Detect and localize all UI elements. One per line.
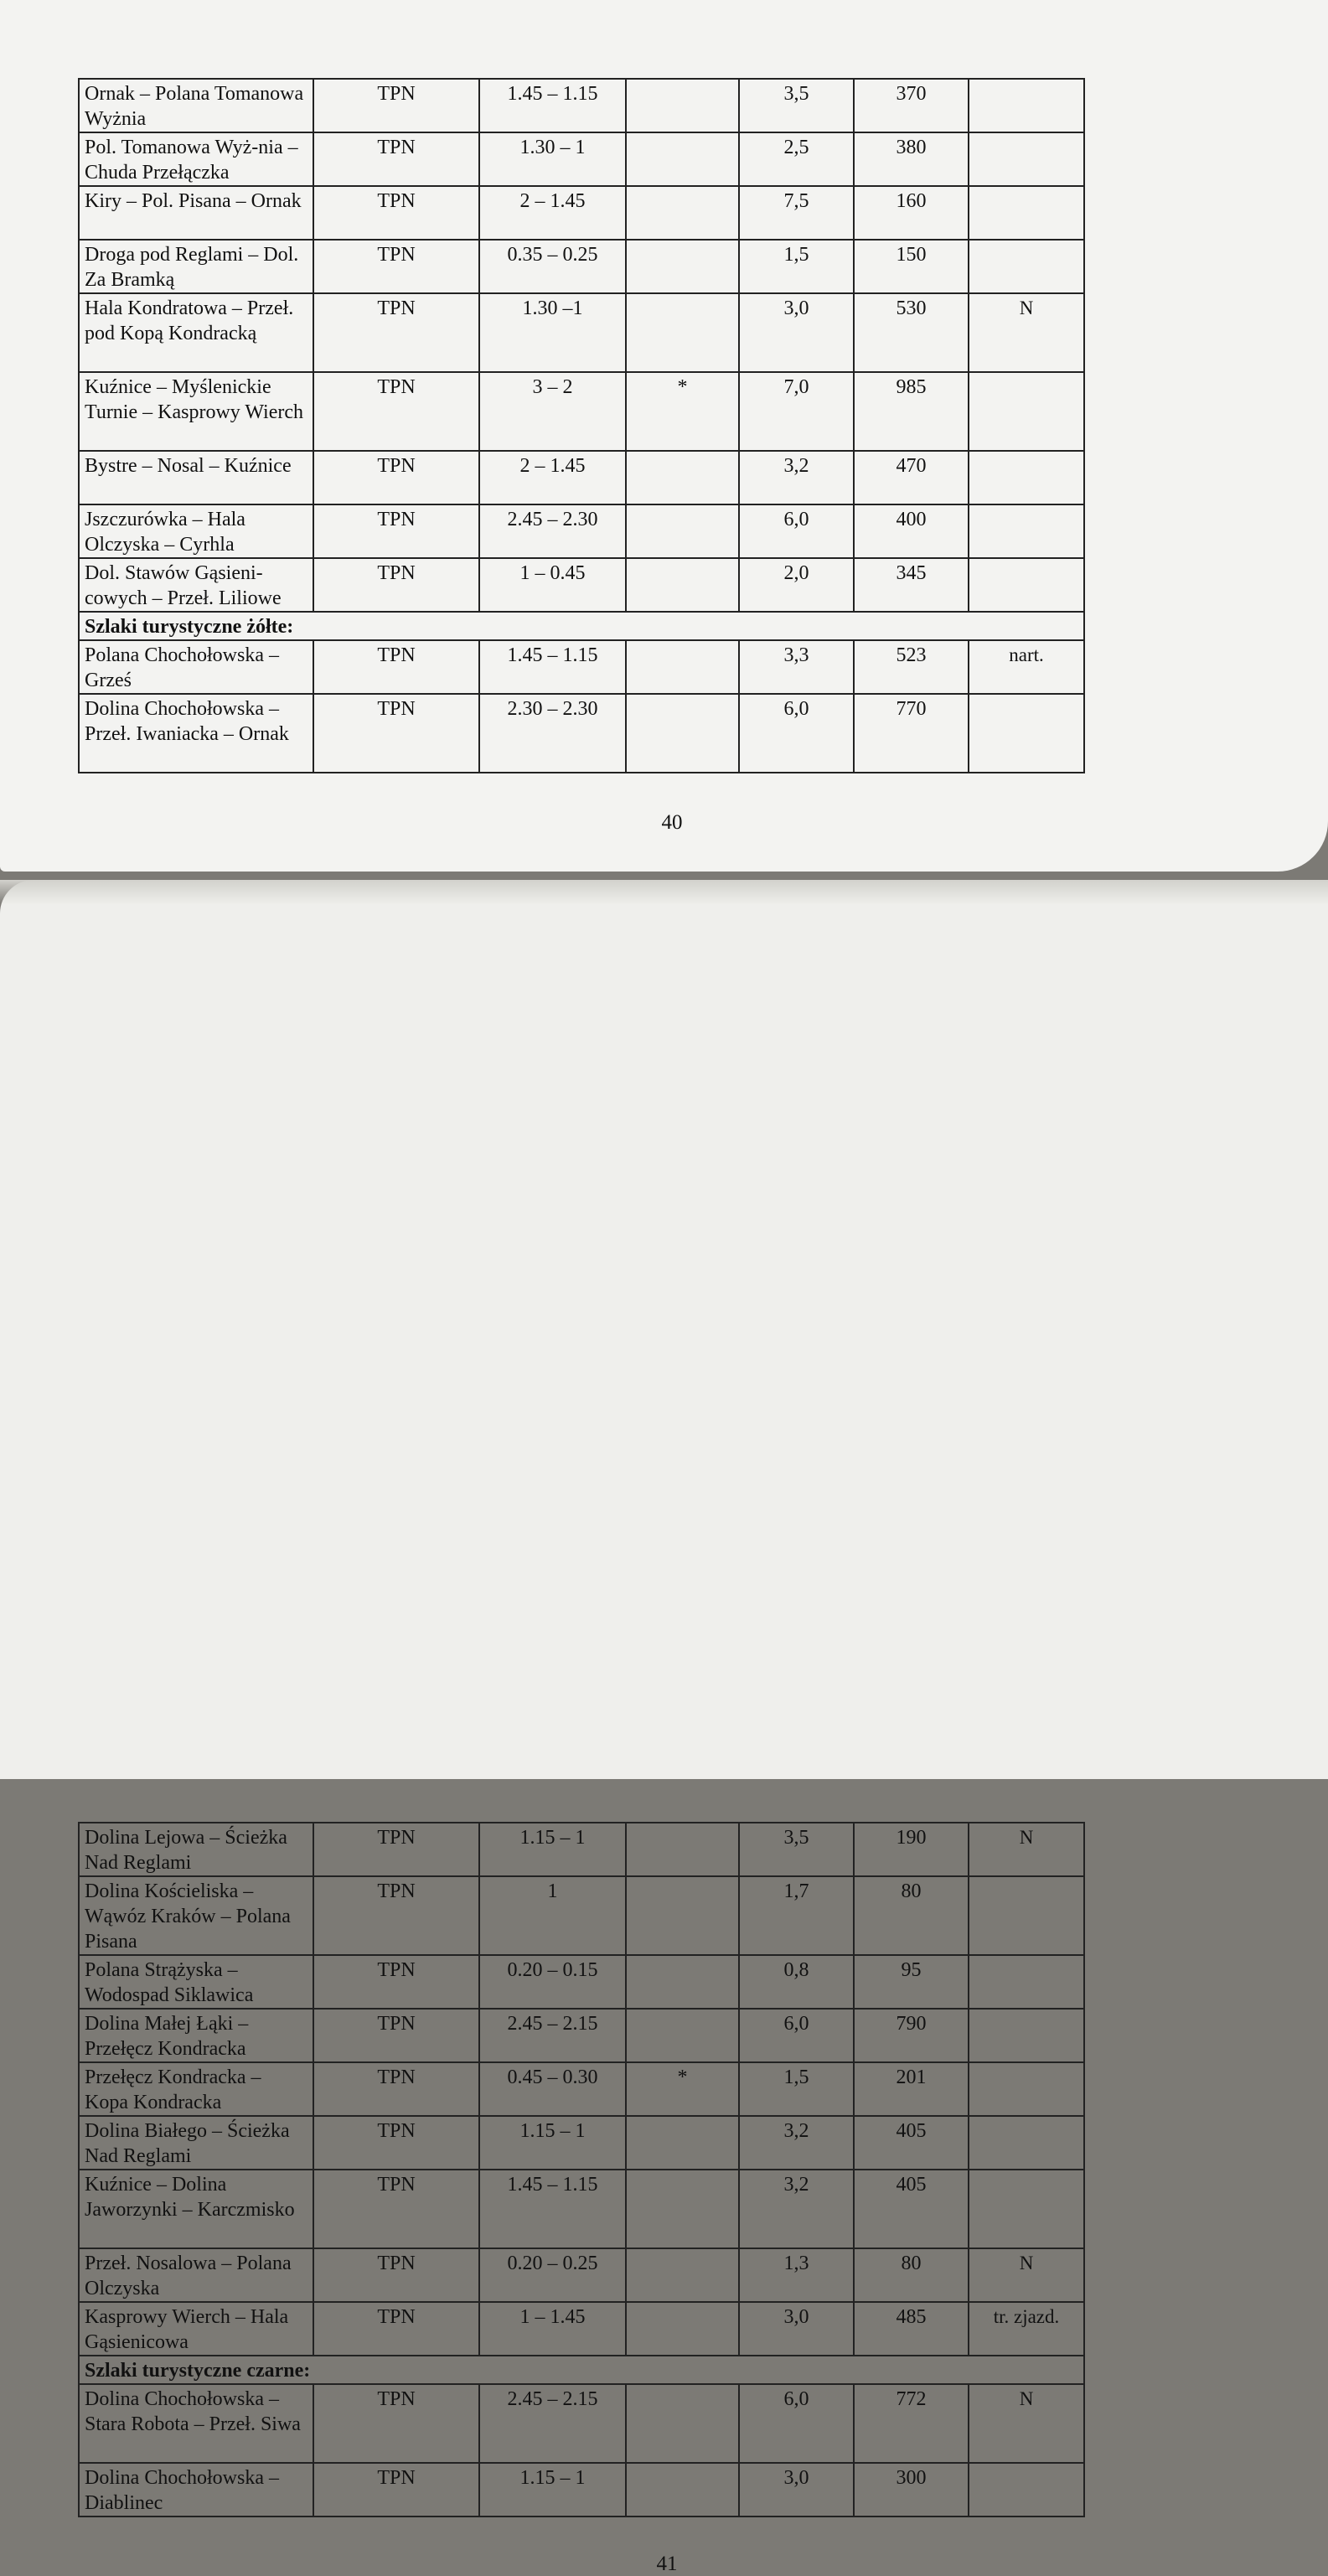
route-cell: Jszczurówka – Hala Olczyska – Cyrhla [79,504,313,558]
note-cell: nart. [969,640,1084,694]
note-cell [969,186,1084,240]
note-cell [969,132,1084,186]
walking-time-cell: 2.45 – 2.15 [479,2009,626,2062]
ascent-cell: 530 [854,293,969,372]
distance-cell: 3,2 [739,2116,854,2170]
walking-time-cell: 0.20 – 0.25 [479,2248,626,2302]
note-cell: N [969,2248,1084,2302]
walking-time-cell: 2.30 – 2.30 [479,694,626,773]
organization-cell: TPN [313,558,479,612]
page-number: 41 [656,2553,678,2575]
note-cell [969,451,1084,504]
mark-cell [626,79,739,132]
route-cell: Pol. Tomanowa Wyż-nia – Chuda Przełączka [79,132,313,186]
walking-time-cell: 1.15 – 1 [479,2116,626,2170]
walking-time-cell: 0.45 – 0.30 [479,2062,626,2116]
page-40 [0,0,1328,872]
table-row [79,640,1084,694]
organization-cell: TPN [313,2062,479,2116]
ascent-cell: 470 [854,451,969,504]
section-label: Szlaki turystyczne żółte: [79,612,1084,640]
ascent-cell: 150 [854,240,969,293]
walking-time-cell: 1 [479,1876,626,1955]
route-cell: Droga pod Reglami – Dol. Za Bramką [79,240,313,293]
organization-cell: TPN [313,2463,479,2517]
organization-cell: TPN [313,1876,479,1955]
table-row [79,2170,1084,2248]
organization-cell: TPN [313,451,479,504]
gutter-shadow [0,880,1328,905]
ascent-cell: 345 [854,558,969,612]
table-row [79,558,1084,612]
distance-cell: 3,5 [739,79,854,132]
route-cell: Dolina Białego – Ścieżka Nad Reglami [79,2116,313,2170]
walking-time-cell: 1.15 – 1 [479,2463,626,2517]
distance-cell: 2,5 [739,132,854,186]
mark-cell [626,504,739,558]
route-cell: Dol. Stawów Gąsieni-cowych – Przeł. Liliowe [79,558,313,612]
route-cell: Dolina Małej Łąki – Przełęcz Kondracka [79,2009,313,2062]
page-number: 40 [661,811,683,834]
distance-cell: 3,2 [739,451,854,504]
distance-cell: 3,5 [739,1823,854,1876]
table-row [79,79,1084,132]
mark-cell [626,2009,739,2062]
mark-cell [626,132,739,186]
ascent-cell: 80 [854,1876,969,1955]
ascent-cell: 405 [854,2116,969,2170]
note-cell [969,2116,1084,2170]
ascent-cell: 201 [854,2062,969,2116]
mark-cell [626,451,739,504]
organization-cell: TPN [313,640,479,694]
distance-cell: 3,0 [739,2302,854,2356]
walking-time-cell: 1.15 – 1 [479,1823,626,1876]
note-cell: N [969,293,1084,372]
ascent-cell: 772 [854,2384,969,2463]
mark-cell: * [626,372,739,451]
table-row [79,1823,1084,1876]
note-cell: tr. zjazd. [969,2302,1084,2356]
table-row [79,2248,1084,2302]
organization-cell: TPN [313,504,479,558]
distance-cell: 6,0 [739,2384,854,2463]
mark-cell [626,240,739,293]
route-cell: Hala Kondratowa – Przeł. pod Kopą Kondracką [79,293,313,372]
distance-cell: 3,0 [739,2463,854,2517]
organization-cell: TPN [313,2170,479,2248]
table-row [79,504,1084,558]
walking-time-cell: 3 – 2 [479,372,626,451]
route-cell: Kiry – Pol. Pisana – Ornak [79,186,313,240]
ascent-cell: 160 [854,186,969,240]
organization-cell: TPN [313,2116,479,2170]
table-row [79,293,1084,372]
walking-time-cell: 1.45 – 1.15 [479,640,626,694]
mark-cell: * [626,2062,739,2116]
walking-time-cell: 2.45 – 2.30 [479,504,626,558]
mark-cell [626,293,739,372]
distance-cell: 1,5 [739,2062,854,2116]
organization-cell: TPN [313,1823,479,1876]
organization-cell: TPN [313,694,479,773]
distance-cell: 1,7 [739,1876,854,1955]
section-row [79,612,1084,640]
organization-cell: TPN [313,293,479,372]
ascent-cell: 380 [854,132,969,186]
walking-time-cell: 0.20 – 0.15 [479,1955,626,2009]
route-cell: Ornak – Polana Tomanowa Wyżnia [79,79,313,132]
table-row [79,132,1084,186]
organization-cell: TPN [313,240,479,293]
note-cell [969,2463,1084,2517]
page-41 [0,880,1328,2575]
walking-time-cell: 1 – 0.45 [479,558,626,612]
route-cell: Kuźnice – Dolina Jaworzynki – Karczmisko [79,2170,313,2248]
distance-cell: 6,0 [739,2009,854,2062]
ascent-cell: 400 [854,504,969,558]
section-label: Szlaki turystyczne czarne: [79,2356,1084,2384]
table-row [79,372,1084,451]
note-cell [969,2170,1084,2248]
organization-cell: TPN [313,2384,479,2463]
distance-cell: 7,5 [739,186,854,240]
route-cell: Dolina Chochołowska – Stara Robota – Przeł. Siwa [79,2384,313,2463]
mark-cell [626,2463,739,2517]
mark-cell [626,2248,739,2302]
distance-cell: 0,8 [739,1955,854,2009]
ascent-cell: 95 [854,1955,969,2009]
table-row [79,451,1084,504]
trail-table-top-body [79,79,1084,773]
ascent-cell: 405 [854,2170,969,2248]
organization-cell: TPN [313,2248,479,2302]
table-row [79,2463,1084,2517]
note-cell [969,79,1084,132]
distance-cell: 2,0 [739,558,854,612]
walking-time-cell: 2.45 – 2.15 [479,2384,626,2463]
walking-time-cell: 2 – 1.45 [479,186,626,240]
route-cell: Dolina Chochołowska – Diablinec [79,2463,313,2517]
note-cell: N [969,2384,1084,2463]
note-cell [969,504,1084,558]
mark-cell [626,1876,739,1955]
ascent-cell: 770 [854,694,969,773]
walking-time-cell: 1 – 1.45 [479,2302,626,2356]
ascent-cell: 300 [854,2463,969,2517]
distance-cell: 3,3 [739,640,854,694]
organization-cell: TPN [313,79,479,132]
walking-time-cell: 1.45 – 1.15 [479,2170,626,2248]
ascent-cell: 523 [854,640,969,694]
table-row [79,694,1084,773]
table-row [79,240,1084,293]
route-cell: Przeł. Nosalowa – Polana Olczyska [79,2248,313,2302]
mark-cell [626,2170,739,2248]
distance-cell: 3,0 [739,293,854,372]
mark-cell [626,1823,739,1876]
walking-time-cell: 2 – 1.45 [479,451,626,504]
distance-cell: 1,3 [739,2248,854,2302]
table-row [79,2302,1084,2356]
distance-cell: 6,0 [739,694,854,773]
table-row [79,1955,1084,2009]
section-row [79,2356,1084,2384]
route-cell: Dolina Kościeliska – Wąwóz Kraków – Polana Pisana [79,1876,313,1955]
note-cell [969,2009,1084,2062]
walking-time-cell: 1.30 – 1 [479,132,626,186]
ascent-cell: 485 [854,2302,969,2356]
note-cell [969,2062,1084,2116]
table-row [79,2116,1084,2170]
table-row [79,2009,1084,2062]
mark-cell [626,2116,739,2170]
mark-cell [626,694,739,773]
distance-cell: 3,2 [739,2170,854,2248]
note-cell [969,694,1084,773]
route-cell: Kuźnice – Myślenickie Turnie – Kasprowy Wierch [79,372,313,451]
ascent-cell: 190 [854,1823,969,1876]
route-cell: Polana Chochołowska – Grześ [79,640,313,694]
note-cell: N [969,1823,1084,1876]
route-cell: Przełęcz Kondracka – Kopa Kondracka [79,2062,313,2116]
ascent-cell: 790 [854,2009,969,2062]
walking-time-cell: 0.35 – 0.25 [479,240,626,293]
table-row [79,2384,1084,2463]
distance-cell: 1,5 [739,240,854,293]
trail-table-bottom-body [79,1823,1084,2517]
trail-table-top [78,78,1085,773]
mark-cell [626,2384,739,2463]
walking-time-cell: 1.45 – 1.15 [479,79,626,132]
organization-cell: TPN [313,372,479,451]
note-cell [969,1955,1084,2009]
mark-cell [626,558,739,612]
mark-cell [626,2302,739,2356]
organization-cell: TPN [313,2302,479,2356]
note-cell [969,558,1084,612]
table-row [79,186,1084,240]
route-cell: Kasprowy Wierch – Hala Gąsienicowa [79,2302,313,2356]
ascent-cell: 370 [854,79,969,132]
route-cell: Dolina Lejowa – Ścieżka Nad Reglami [79,1823,313,1876]
route-cell: Dolina Chochołowska – Przeł. Iwaniacka – Ornak [79,694,313,773]
note-cell [969,372,1084,451]
mark-cell [626,640,739,694]
organization-cell: TPN [313,2009,479,2062]
trail-table-bottom [78,1822,1085,2517]
walking-time-cell: 1.30 –1 [479,293,626,372]
distance-cell: 6,0 [739,504,854,558]
note-cell [969,240,1084,293]
mark-cell [626,186,739,240]
table-row [79,2062,1084,2116]
route-cell: Polana Strążyska – Wodospad Siklawica [79,1955,313,2009]
route-cell: Bystre – Nosal – Kuźnice [79,451,313,504]
organization-cell: TPN [313,186,479,240]
note-cell [969,1876,1084,1955]
table-row [79,1876,1084,1955]
distance-cell: 7,0 [739,372,854,451]
mark-cell [626,1955,739,2009]
ascent-cell: 80 [854,2248,969,2302]
organization-cell: TPN [313,132,479,186]
organization-cell: TPN [313,1955,479,2009]
ascent-cell: 985 [854,372,969,451]
